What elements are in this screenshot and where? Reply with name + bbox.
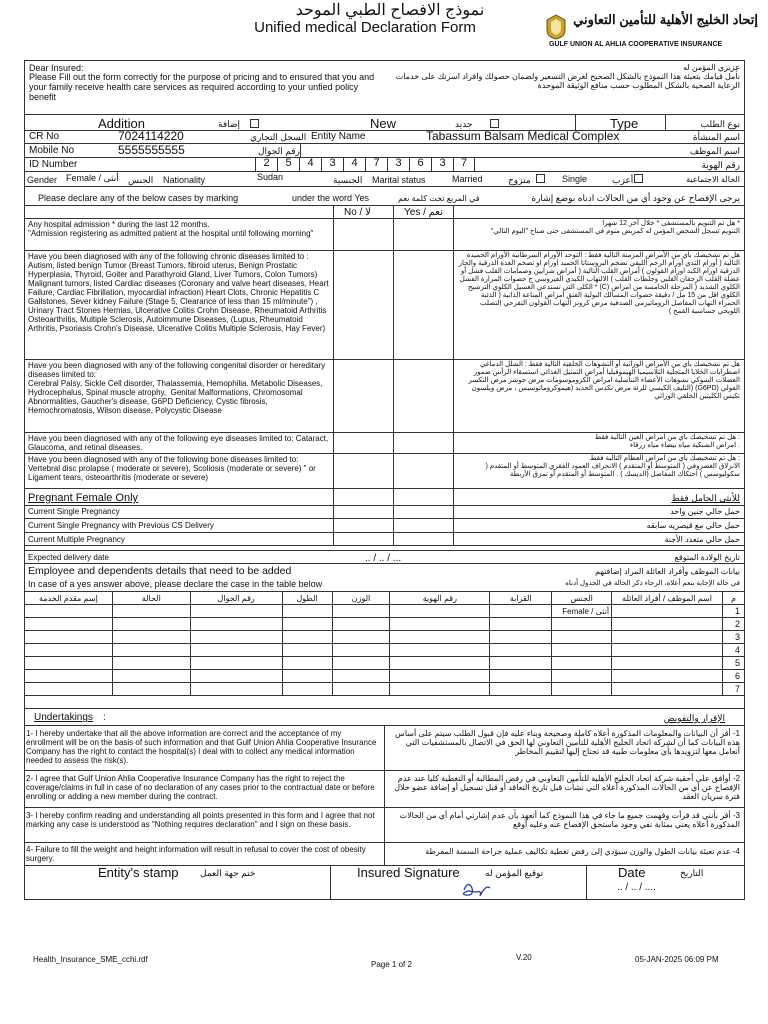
- undertaking-4-ar: 4- عدم تعبئة بيانات الطول والوزن سيؤدي إلى رفض تغطية تكاليف عملية جراحة السمنة المفرطة: [425, 847, 740, 856]
- marital-label-ar: الحالة الاجتماعية: [686, 175, 740, 184]
- undertakings-title-ar: الإقرار والتفويض: [663, 713, 725, 723]
- gender-label: Gender: [27, 175, 58, 185]
- pregnancy-multiple-en: Current Multiple Pregnancy: [28, 535, 125, 544]
- col-gender: الجنس: [552, 592, 612, 605]
- intro-body-en: Please Fill out the form correctly for the purpose of pricing and to ensured that you and your family receive health care services as required according to your unfied policy benefit: [29, 72, 375, 102]
- footer-page-number: Page 1 of 2: [371, 960, 412, 969]
- pregnant-title-en: Pregnant Female Only: [28, 492, 139, 504]
- company-logo: [545, 14, 567, 40]
- yes-header: Yes / نعم: [404, 207, 443, 218]
- col-id: رقم الهوية: [390, 592, 490, 605]
- col-provider: إسم مقدم الخدمة: [25, 592, 113, 605]
- nationality-label-ar: الجنسية: [333, 175, 363, 185]
- mobile-label: Mobile No: [29, 145, 75, 156]
- question-congenital-ar: هل تم تشخيصك باي من الأمراض الوراثية أو التشوهات الخلقية التالية فقط : الشلل الدماغي اضطرابات الخلايا المنجلية الثلاسيميا الهيموفيليا أمراض التمثيل الغذائي استسقاء الرأس ضمور العضلات الشوكي تشوهات الأعضاء التناسلية امراض الكروموسومات مرض جوشر مرض التكسر الفولي (G6PD) (التليف الكيسي للرئة مرض تكدس الحديد (هيموكروماتوسيس ، مرض ويلسون تكيس الكليتين الخلقي الوراثي: [468, 361, 740, 400]
- footer-file-name: Health_Insurance_SME_cchi.rdf: [33, 955, 148, 964]
- pregnancy-single-ar: حمل حالي جنين واحد: [670, 507, 740, 516]
- undertaking-2-en: 2- I agree that Gulf Union Ahlia Cooperative Insurance Company has the right to reject the coverage/claims in full in case of no declaration of any cases prior to the contractual date or before enrolling or adding a new member during the contract.: [26, 774, 375, 801]
- entity-label: Entity Name: [311, 131, 366, 142]
- col-weight: الوزن: [332, 592, 390, 605]
- expected-delivery-label: Expected delivery date: [28, 553, 109, 562]
- table-row[interactable]: 2: [25, 618, 745, 631]
- declare-instruction-ar2: في المربع تحت كلمة نعم: [398, 194, 480, 203]
- footer-printed-date: 05-JAN-2025 06:09 PM: [635, 955, 719, 964]
- cr-label: CR No: [29, 131, 60, 142]
- single-checkbox[interactable]: [634, 174, 643, 183]
- pregnancy-multiple-ar: حمل حالي متعدد الأجنة: [664, 535, 740, 544]
- cr-label-ar: السجل التجاري: [250, 132, 307, 142]
- question-bone-diseases-ar: : هل تم تشخيصك باي من امراض العظام التالية فقط الانزلاق الغضروفي ( المتوسط أو المتقدم ) الانحراف العمود الفقري المتوسط أو المتقدم ( سكوليوسس ) احتكاك المفاصل (الديسك ) . المتوسط أو المتقدم أو تمزق الأربطة: [485, 455, 740, 478]
- addition-label-ar: إضافة: [218, 119, 241, 129]
- married-checkbox[interactable]: [536, 174, 545, 183]
- no-header: No / لا: [344, 207, 371, 218]
- expected-delivery-label-ar: تاريخ الولادة المتوقع: [674, 553, 740, 562]
- dependents-title-en: Employee and dependents details that need to be added: [28, 565, 292, 577]
- undertaking-2-ar: 2- أوافق على أحقية شركة اتحاد الخليج الأهلية للتأمين التعاوني في رفض المطالبة أو التغطية كليا عند عدم الإفصاح عن أي من الحالات المذكورة أعلاه التي نشأت قبل تاريخ التعاقد أو قبل تسجيل أو إضافة عضو خلال فترة سريان العقد: [394, 774, 740, 801]
- intro-dear-en: Dear Insured:: [29, 63, 84, 73]
- id-label-ar: رقم الهوية: [701, 160, 740, 170]
- intro-dear-ar: عزيزي المؤمن له: [682, 63, 740, 72]
- dependents-table: [24, 591, 745, 696]
- entity-stamp-label-ar: ختم جهة العمل: [200, 868, 256, 878]
- type-label-ar: نوع الطلب: [700, 119, 740, 129]
- single-label-ar: أعزب: [612, 175, 634, 185]
- question-chronic-diseases-en: Have you been diagnosed with any of the following chronic diseases limited to : Autism, listed benign Tumor (Breast Tumors, fibroid uterus, Benign Prostatic Hyperplasia, Thyroid, Goiter and Parathyroid Gland, Liver Tumors, Colon Tumors) Malignant tumors, listed Cardiac diseases (Coronary and valve heart diseases, Heart Failure, Cardiac Fibrillation, myocardial infraction) Heart Clots, Chronic Hepatitis C Gallstones, Sever kidney Failure (Stage 5, Clearance of less than 15 ml/minute") , Urinary Tract Stones Hernias, Ulcerative Colitis Crohn Disease, Rheumatoid Arthritis Osteoarthritis, Multiple Sclerosis, Autoimmune Diseases, (Lupus, Rheumatoid Arthritis, Psoriasis Crohn's Disease, Ulcerative Colitis Multiple Sclerosis, Hay Fever): [28, 252, 329, 333]
- nationality-value[interactable]: Sudan: [257, 172, 284, 182]
- dependents-subtitle-en: In case of a yes answer above, please declare the case in the table below: [28, 579, 323, 589]
- insured-signature-label: Insured Signature: [357, 865, 460, 880]
- company-name-ar: إتحاد الخليج الأهلية للتأمين التعاوني: [573, 12, 758, 27]
- entity-label-ar: اسم المنشأة: [692, 132, 740, 142]
- entity-value[interactable]: Tabassum Balsam Medical Complex: [426, 129, 620, 143]
- table-row[interactable]: 4: [25, 644, 745, 657]
- single-label: Single: [562, 174, 588, 184]
- page-title-en: Unified medical Declaration Form: [254, 19, 476, 36]
- dependents-header-row: [25, 592, 745, 605]
- type-label: Type: [610, 116, 639, 131]
- dependents-title-ar: بيانات الموظف وأفراد العائلة المراد إضافتهم: [595, 567, 740, 576]
- question-eye-diseases-ar: : هل تم تشخيصك باي من امراض العين التالية فقط . امراض الشبكية مياه بيضاء مياه زرقاء: [594, 434, 740, 449]
- cr-value[interactable]: 7024114220: [118, 129, 184, 143]
- declare-instruction-en: Please declare any of the below cases by marking: [38, 193, 239, 203]
- question-bone-diseases-en: Have you been diagnosed with any of the following bone diseases limited to: Vertebral disc prolapse ( moderate or severe), Scoliosis (moderate or severe) " or Ligament tears, osteoarthritis (moderate or severe): [28, 455, 316, 482]
- footer-version: V.20: [516, 953, 532, 962]
- pregnant-title-ar: للأنثى الحامل فقط: [671, 493, 740, 503]
- gender-value[interactable]: Female / أنثى: [66, 173, 119, 183]
- date-label: Date: [618, 865, 646, 880]
- id-label: ID Number: [29, 159, 78, 170]
- undertaking-3-en: 3- I hereby confirm reading and understanding all points presented in this form and I agree that not marking any case is understood as "Nothing requires declaration" and I sign on these basis.: [26, 811, 375, 829]
- question-hospital-admission-en: Any hospital admission * during the last 12 months. "Admission registering as admitted patient at the hospital until following morning": [28, 220, 314, 238]
- undertaking-3-ar: 3- أقر بأنني قد قرأت وفهمت جميع ما جاء في هذا النموذج كما أتعهد بأن عدم إشارتي أمام أي من الحالات المذكورة أعلاه يعني بمثابة نفي وجود ماستحق الإفصاح عنه وعليه أوقع: [399, 811, 740, 829]
- id-digit-boxes[interactable]: 2 5 4 3 4 7 3 6 3 7: [255, 157, 475, 171]
- col-number: م: [722, 592, 744, 605]
- expected-delivery-value[interactable]: .. / .. / ...: [365, 553, 402, 564]
- undertaking-1-en: 1- I hereby undertake that all the above information are correct and the acceptance of my enrollment will be on the basis of such information and that Gulf Union Ahlia Cooperative Insurance Company has the right to contact the hospital(s) I deal with to collect any medical information needed to assess the risk(s).: [26, 729, 377, 765]
- date-label-ar: التاريخ: [680, 868, 704, 878]
- declare-instruction-word: under the word Yes: [292, 193, 370, 203]
- insured-signature-label-ar: توقيع المؤمن له: [485, 868, 544, 878]
- undertakings-colon: :: [103, 712, 106, 723]
- intro-body-ar: نأمل قيامك بتعبئة هذا النموذج بالشكل الصحيح لغرض التسعير ولضمان حصولك وافراد اسرتك على خدمات الرعاية الصحية بالشكل المطلوب حسب منافع الوثيقة الموحدة: [395, 72, 740, 90]
- undertaking-4-en: 4- Failure to fill the weight and height information will result in refusal to cover the cost of obesity surgery.: [26, 845, 366, 863]
- col-relation: القرابة: [490, 592, 552, 605]
- date-value[interactable]: .. / .. / ....: [617, 882, 656, 893]
- pregnancy-previous-cs-ar: حمل حالي مع قيصريه سابقه: [646, 521, 740, 530]
- new-label: New: [370, 116, 397, 131]
- mobile-value[interactable]: 5555555555: [118, 143, 185, 157]
- gender-label-ar: الجنس: [128, 175, 154, 185]
- mobile-label-ar: رقم الجوال: [258, 146, 300, 156]
- employee-name-label-ar: اسم الموظف: [689, 146, 740, 156]
- question-hospital-admission-ar: * هل تم التنويم بالمستشفى * خلال آخر 12 شهرا التنويم تسجل الشخص المؤمن له كمريض منوم في المستشفى حتى صباح "اليوم التالي": [490, 220, 740, 235]
- col-height: الطول: [282, 592, 332, 605]
- declare-instruction-ar: يرجى الإفصاح عن وجود أي من الحالات ادناه بوضع إشارة: [531, 193, 740, 203]
- pregnancy-previous-cs-en: Current Single Pregnancy with Previous CS Delivery: [28, 521, 214, 530]
- undertaking-1-ar: 1- أقر أن البيانات والمعلومات المذكورة أعلاه كاملة وصحيحة وبناء عليه فإن قبول الطلب سيتم على أساس هذه البيانات كما أن لشركة اتحاد الخليج الأهلية للتأمين التعاوني لها الحق في الاتصال بالمستشفيات التي أتعامل معها لتزويدها بأي معلومات طبية قد تحتاج إليها لتقييم المخاطر: [395, 729, 740, 756]
- question-congenital-en: Have you been diagnosed with any of the following congenital disorder or hereditary diseases limited to: Cerebral Palsy, Sickle Cell disorder, Thalassemia, Hemophilia. Metabolic Diseases, Hydrocephalus, Spinal muscle atrophy, Genital Malformations, Chromosomal Abnormalities, Gaucher's disease, G6PD Deficiency, Cystic fibrosis, Hemochromatosis, Wilson disease, Polycystic Disease: [28, 361, 326, 415]
- col-mobile: رقم الجوال: [190, 592, 282, 605]
- question-eye-diseases-en: Have you been diagnosed with any of the following eye diseases limited to: Cataract, Glaucoma, and retinal diseases.: [28, 434, 329, 452]
- new-label-ar: جديد: [455, 119, 473, 129]
- question-chronic-diseases-ar: هل تم تشخيصك باي من الأمراض المزمنة التالية فقط : التوحد الأورام السرطانية الأورام الحميدة التالية ( أورام الثدي أورام الرحم الليفي تضخم البروستاتا الحميد اورام او تضخم الغدة الدرقية والجار الدرقية اورام الكبد اورام القولون ) أمراض القلب التالية ( أمراض شرايين وصمامات القلب فشل أو عضلة القلب الرجفان القلبي وجلطات القلب ) الالتهاب الكبدي الفيروسي ج حصوات المرارة الفشل الكلوي الشديد ( المرحلة الخامسة من امراض (C) * الكلى التي تستدعي الغسيل الكلوي الترشيح الكلوي اقل من 15 مل / دقيقة حصوات المسالك البولية الفتق أمراض المناعة الذاتية ( الذئبة الحمراء التهاب المفاصل الروماتيزمي الصدفية مرض كرونز التهاب القولون التقرحي التصلب اللويحي حساسية القمح ): [458, 252, 740, 315]
- new-checkbox[interactable]: [490, 119, 499, 128]
- table-row[interactable]: Female / أنثى 1: [25, 605, 745, 618]
- marital-label: Marital status: [372, 175, 426, 185]
- table-row[interactable]: 7: [25, 683, 745, 696]
- company-name-en: GULF UNION AL AHLIA COOPERATIVE INSURANCE: [549, 41, 723, 48]
- signature-mark[interactable]: [450, 878, 500, 900]
- col-member-name: اسم الموظف / أفراد العائلة: [612, 592, 723, 605]
- married-label-ar: متزوج: [508, 175, 531, 185]
- addition-checkbox[interactable]: [250, 119, 259, 128]
- nationality-label: Nationality: [163, 175, 206, 185]
- col-condition: الحالة: [112, 592, 190, 605]
- table-row[interactable]: 5: [25, 657, 745, 670]
- pregnancy-single-en: Current Single Pregnancy: [28, 507, 120, 516]
- table-row[interactable]: 6: [25, 670, 745, 683]
- entity-stamp-label: Entity's stamp: [98, 865, 179, 880]
- undertakings-title-en: Undertakings: [34, 712, 93, 723]
- addition-label: Addition: [98, 116, 145, 131]
- dependents-subtitle-ar: في حالة الإجابة بنعم أعلاه، الرجاء ذكر الحالة في الجدول أدناه: [565, 580, 740, 587]
- married-label: Married: [452, 174, 483, 184]
- page-title-ar: نموذج الافصاح الطبي الموحد: [295, 2, 485, 19]
- table-row[interactable]: 3: [25, 631, 745, 644]
